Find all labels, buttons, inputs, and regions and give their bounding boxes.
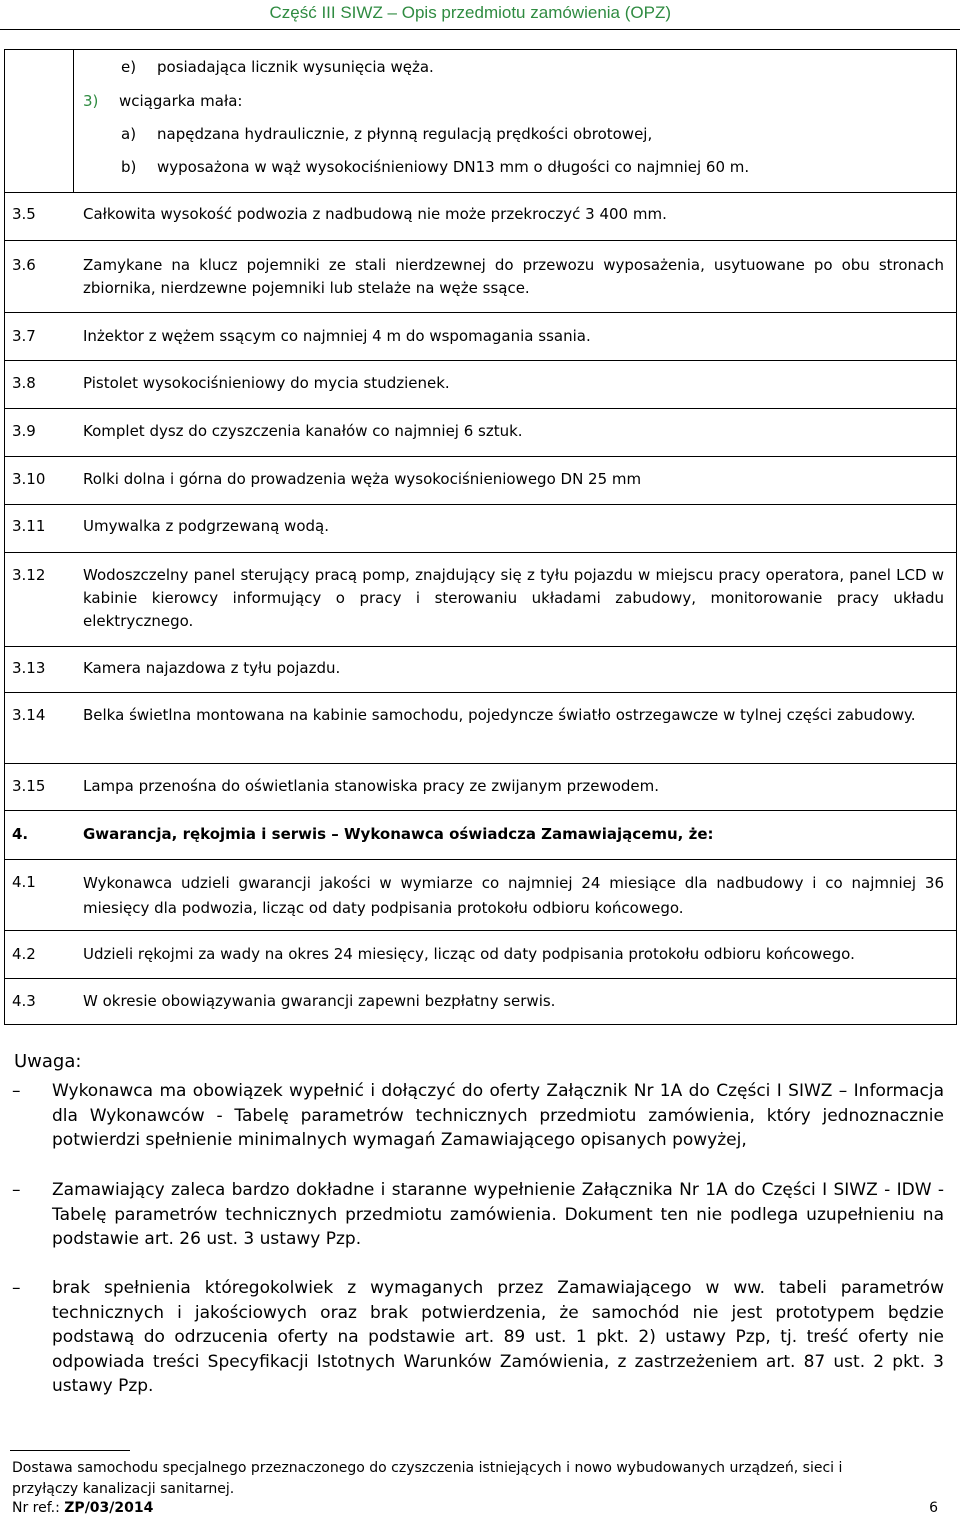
row-text: Rolki dolna i górna do prowadzenia węża wysokociśnieniowego DN 25 mm (83, 470, 642, 488)
row-number: 3.13 (12, 659, 46, 677)
reference-label: Nr ref.: (12, 1500, 65, 1516)
row-divider (5, 408, 956, 409)
row-number: 3.11 (12, 517, 46, 535)
row-number: 4.3 (12, 992, 36, 1010)
row-number: 4.2 (12, 945, 36, 963)
row-divider (5, 930, 956, 931)
row-text: Komplet dysz do czyszczenia kanałów co najmniej 6 sztuk. (83, 422, 523, 440)
row-number: 3.5 (12, 205, 36, 223)
row-divider (5, 646, 956, 647)
notes-title: Uwaga: (14, 1051, 82, 1072)
footer-divider (10, 1450, 130, 1451)
row-text: Całkowita wysokość podwozia z nadbudową nie może przekroczyć 3 400 mm. (83, 205, 667, 223)
row-number: 3.10 (12, 470, 46, 488)
row-text: W okresie obowiązywania gwarancji zapewni bezpłatny serwis. (83, 992, 556, 1010)
row-divider (5, 312, 956, 313)
row-number: 3.6 (12, 256, 36, 274)
row-text: Lampa przenośna do oświetlania stanowiska pracy ze zwijanym przewodem. (83, 777, 660, 795)
row-number: 3.7 (12, 327, 36, 345)
row-text: Wykonawca udzieli gwarancji jakości w wymiarze co najmniej 24 miesiące dla nadbudowy i co najmniej 36 miesięcy dla podwozia, licząc od daty podpisania protokołu odbioru końcowego. (83, 874, 944, 917)
row-text: Wodoszczelny panel sterujący pracą pomp, znajdujący się z tyłu pojazdu w miejscu pracy operatora, panel LCD w kabinie kierowcy informujący o pracy i sterowaniu układami zabudowy, monitorowanie pracy układu elektrycznego. (83, 566, 944, 630)
footer-description: Dostawa samochodu specjalnego przeznaczonego do czyszczenia istniejących i nowo wybudowanych urządzeń, sieci i przyłączy kanalizacji sanitarnej. (12, 1460, 843, 1497)
row-divider (5, 456, 956, 457)
row-text: Umywalka z podgrzewaną wodą. (83, 517, 329, 535)
row-number: 3.14 (12, 706, 46, 724)
list-item-3: 3) wciągarka mała: (83, 92, 243, 110)
section-number: 4. (12, 825, 29, 843)
list-item-b: b) wyposażona w wąż wysokociśnieniowy DN13 mm o długości co najmniej 60 m. (121, 158, 750, 176)
note-item: brak spełnienia któregokolwiek z wymaganych przez Zamawiającego w ww. tabeli parametrów technicznych i jakościowych oraz brak potwierdzenia, że samochód nie jest prototypem będzie podstawą do odrzucenia oferty na podstawie art. 89 ust. 1 pkt. 2) ustawy Pzp, tj. treść oferty nie odpowiada treści Specyfikacji Istotnych Warunków Zamówienia, z zastrzeżeniem art. 87 ust. 2 pkt. 3 ustawy Pzp. (52, 1278, 944, 1396)
list-item-a: a) napędzana hydraulicznie, z płynną regulacją prędkości obrotowej, (121, 125, 653, 143)
row-text: Kamera najazdowa z tyłu pojazdu. (83, 659, 341, 677)
footer-reference (12, 1498, 153, 1519)
row-divider (5, 763, 956, 764)
column-divider (73, 50, 74, 192)
row-text: Zamykane na klucz pojemniki ze stali nierdzewnej do przewozu wyposażenia, usytuowane po obu stronach zbiornika, nierdzewne pojemniki lub stelaże na węże ssące. (83, 256, 944, 297)
row-number: 3.12 (12, 566, 46, 584)
dash-bullet: – (12, 1180, 21, 1200)
note-item: Zamawiający zaleca bardzo dokładne i staranne wypełnienie Załącznika Nr 1A do Części I SIWZ - IDW - Tabelę parametrów technicznych przedmiotu zamówienia. Dokument ten nie podlega uzupełnieniu na podstawie art. 26 ust. 3 ustawy Pzp. (52, 1180, 944, 1249)
row-divider (5, 978, 956, 979)
row-divider (5, 192, 956, 193)
row-text: Belka świetlna montowana na kabinie samochodu, pojedyncze światło ostrzegawcze w tylnej części zabudowy. (83, 706, 916, 724)
row-divider (5, 552, 956, 553)
row-number: 3.8 (12, 374, 36, 392)
page-number: 6 (929, 1500, 938, 1516)
row-text: Pistolet wysokociśnieniowy do mycia studzienek. (83, 374, 450, 392)
dash-bullet: – (12, 1278, 21, 1298)
row-divider (5, 859, 956, 860)
row-divider (5, 692, 956, 693)
row-divider (5, 504, 956, 505)
row-number: 3.15 (12, 777, 46, 795)
row-text: Udzieli rękojmi za wady na okres 24 miesięcy, licząc od daty podpisania protokołu odbioru końcowego. (83, 945, 855, 963)
specification-table (4, 49, 957, 1025)
header-title: Część III SIWZ – Opis przedmiotu zamówienia (OPZ) (269, 3, 671, 22)
dash-bullet: – (12, 1081, 21, 1101)
reference-number: ZP/03/2014 (64, 1500, 154, 1516)
section-heading: Gwarancja, rękojmia i serwis – Wykonawca oświadcza Zamawiającemu, że: (83, 825, 714, 843)
page-header (0, 0, 960, 30)
list-item-e: e) posiadająca licznik wysunięcia węża. (121, 58, 434, 76)
row-number: 4.1 (12, 873, 36, 891)
note-item: Wykonawca ma obowiązek wypełnić i dołączyć do oferty Załącznik Nr 1A do Części I SIWZ – Informacja dla Wykonawców - Tabelę parametrów technicznych przedmiotu zamówienia, który jednoznacznie potwierdzi spełnienie minimalnych wymagań Zamawiającego opisanych powyżej, (52, 1081, 944, 1150)
row-divider (5, 360, 956, 361)
row-text: Inżektor z wężem ssącym co najmniej 4 m do wspomagania ssania. (83, 327, 591, 345)
row-number: 3.9 (12, 422, 36, 440)
row-divider (5, 810, 956, 811)
row-divider (5, 240, 956, 241)
